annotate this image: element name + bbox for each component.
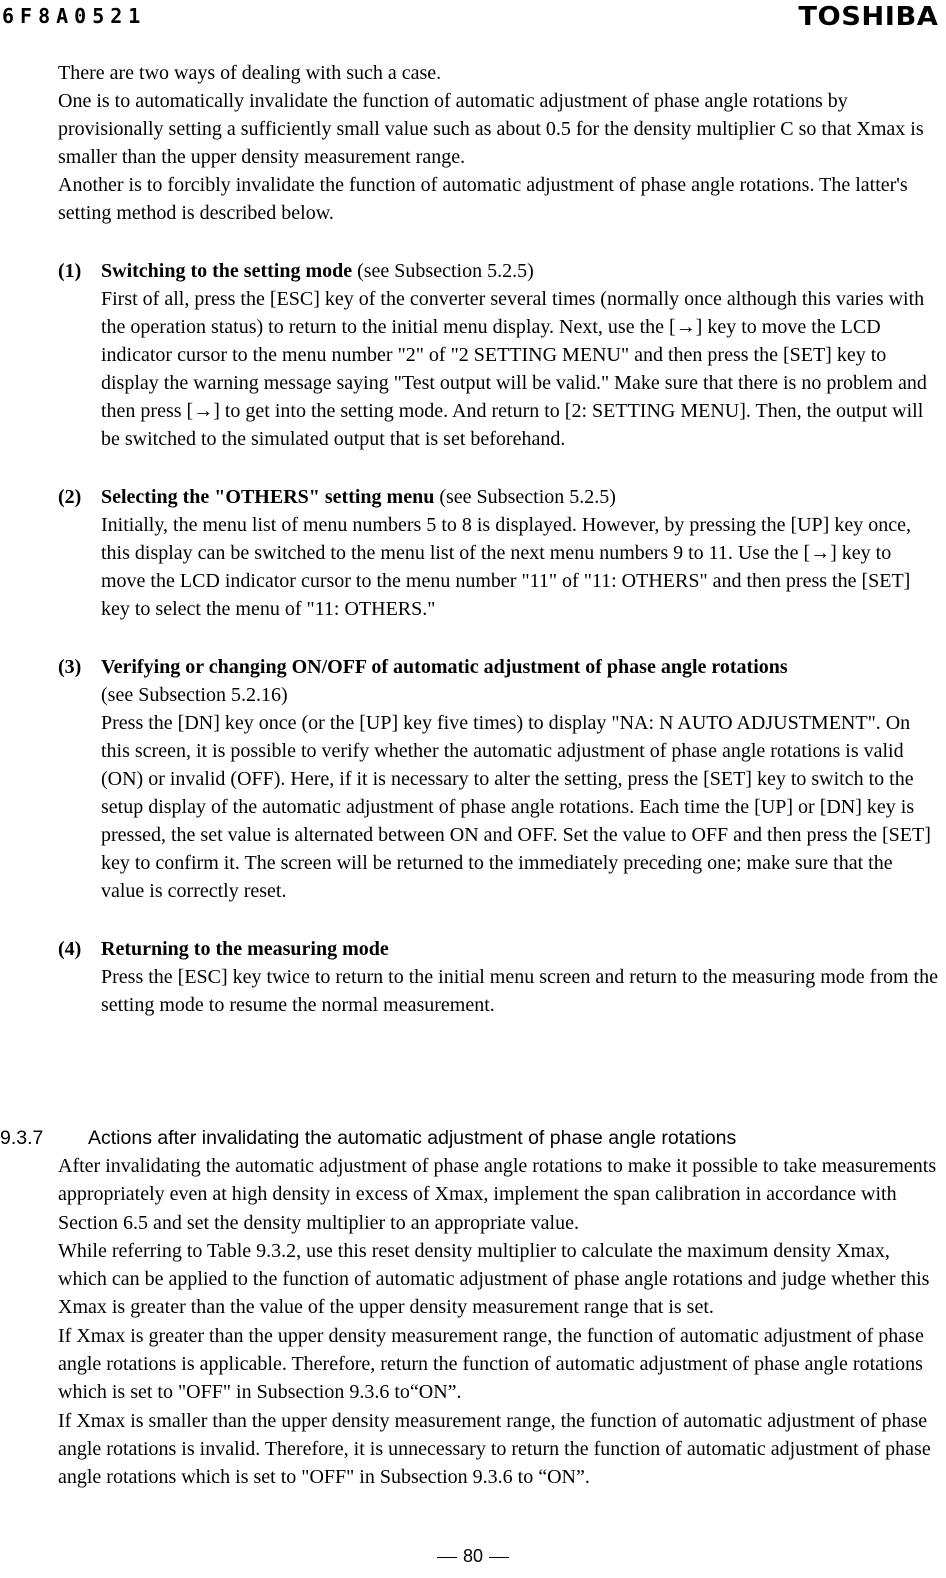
item-title: Switching to the setting mode [101,260,353,282]
section-paragraph: If Xmax is smaller than the upper density measurement range, the function of automatic adjustment of phase angle rotations is invalid. Therefore, it is unnecessary to return the function of automatic adjustment of phase angle rotations which is set to "OFF" in Subsection 9.3.6 to “ON”. [58,1409,931,1489]
section-paragraph: After invalidating the automatic adjustment of phase angle rotations to make it possible to take measurements appropriately even at high density in excess of Xmax, implement the span calibration in accordance with Section 6.5 and set the density multiplier to an appropriate value. [58,1155,937,1234]
toshiba-logo: TOSHIBA [797,2,938,32]
section-title: Actions after invalidating the automatic adjustment of phase angle rotations [88,1127,737,1149]
section-paragraph: While referring to Table 9.3.2, use this reset density multiplier to calculate the maximum density Xmax, which can be applied to the function of automatic adjustment of phase angle rotations and judge whether this Xmax is greater than the value of the upper density measurement range that is set. [58,1239,930,1319]
item-body-text: Press the [DN] key once (or the [UP] key five times) to display "NA: N AUTO ADJUSTMENT". On this screen, it is possible to verify whether the automatic adjustment of phase angle rotations is valid (ON) or invalid (OFF). Here, if it is necessary to alter the setting, press the [SET] key to switch to the setup display of the automatic adjustment of phase angle rotations. Each time the [UP] or [DN] key is pressed, the set value is alternated between ON and OFF. Set the value to OFF and then press the [SET] key to confirm it. The screen will be returned to the immediately preceding one; make sure that the value is correctly reset. [101,712,931,902]
item-title: Returning to the measuring mode [101,938,389,960]
list-item-4 [58,935,940,1019]
item-body-text: Initially, the menu list of menu numbers 5 to 8 is displayed. However, by pressing the [UP] key once, this display can be switched to the menu list of the next menu numbers 9 to 11. Use the [→] key to move the LCD indicator cursor to the menu number "11" of "11: OTHERS" and then press the [SET] key to select the menu of "11: OTHERS." [101,514,911,620]
section-number: 9.3.7 [0,1127,44,1149]
item-number: (3) [58,656,82,678]
section-9-3-7 [0,1124,940,1492]
item-number: (1) [58,260,82,282]
item-title: Verifying or changing ON/OFF of automatic adjustment of phase angle rotations [101,656,788,678]
item-reference: (see Subsection 5.2.5) [352,260,534,282]
item-number: (2) [58,486,82,508]
item-title: Selecting the "OTHERS" setting menu [101,486,435,508]
item-reference: (see Subsection 5.2.5) [434,486,616,508]
intro-paragraph: Another is to forcibly invalidate the function of automatic adjustment of phase angle rotations. The latter's setting method is described below. [58,174,908,224]
document-body [58,59,940,1019]
page-footer [0,1546,946,1567]
document-id: 6F8A0521 [2,4,147,28]
section-paragraph: If Xmax is greater than the upper density measurement range, the function of automatic adjustment of phase angle rotations is applicable. Therefore, return the function of automatic adjustment of phase angle rotations which is set to "OFF" in Subsection 9.3.6 to“ON”. [58,1324,924,1404]
list-item-1 [58,257,940,453]
intro-paragraph: One is to automatically invalidate the function of automatic adjustment of phase angle rotations by provisionally setting a sufficiently small value such as about 0.5 for the density multiplier C so that Xmax is smaller than the upper density measurement range. [58,90,924,168]
list-item-3 [58,653,940,905]
intro-paragraph: There are two ways of dealing with such a case. [58,62,442,84]
item-body-text: Press the [ESC] key twice to return to the initial menu screen and return to the measuring mode from the setting mode to resume the normal measurement. [101,966,938,1016]
footer-dash-right [489,1557,509,1558]
item-number: (4) [58,938,82,960]
footer-dash-left [437,1557,457,1558]
list-item-2 [58,483,940,623]
page-number: 80 [462,1546,484,1566]
section-heading [0,1124,940,1152]
item-reference: (see Subsection 5.2.16) [101,684,288,706]
item-body-text: First of all, press the [ESC] key of the converter several times (normally once although this varies with the operation status) to return to the initial menu display. Next, use the [→] key to move the LCD indicator cursor to the menu number "2" of "2 SETTING MENU" and then press the [SET] key to display the warning message saying "Test output will be valid." Make sure that there is no problem and then press [→] to get into the setting mode. And return to [2: SETTING MENU]. Then, the output will be switched to the simulated output that is set beforehand. [101,288,927,450]
